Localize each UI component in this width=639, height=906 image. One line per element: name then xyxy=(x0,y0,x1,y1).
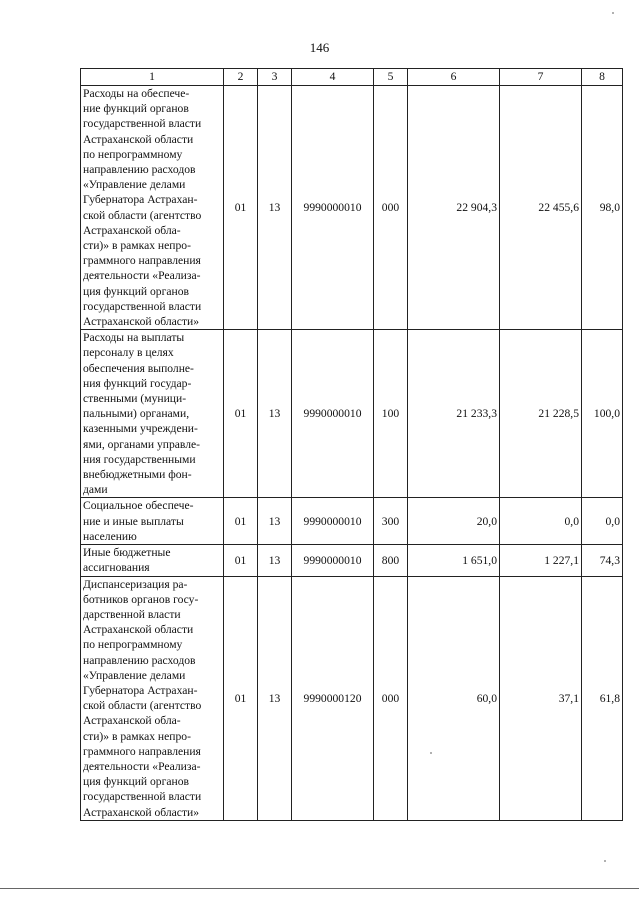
description-line: государственной власти xyxy=(83,790,202,804)
header-cell-8: 8 xyxy=(582,69,623,86)
executed-amount-cell: 22 455,6 xyxy=(500,86,582,330)
target-article-cell: 9990000010 xyxy=(292,86,374,330)
description-line: государственной власти xyxy=(83,117,202,131)
description-line: Астраханской области» xyxy=(83,805,200,819)
description-line: Губернатора Астрахан- xyxy=(83,193,198,207)
description-line: Астраханской обла- xyxy=(83,223,181,237)
description-line: граммного направления xyxy=(83,744,201,758)
description-line: казенными учреждени- xyxy=(83,422,198,436)
budget-table xyxy=(80,68,623,821)
table-row xyxy=(81,576,623,820)
section-code-cell: 01 xyxy=(224,498,258,545)
expense-type-cell: 800 xyxy=(374,545,408,576)
percent-cell: 98,0 xyxy=(582,86,623,330)
header-cell-5: 5 xyxy=(374,69,408,86)
scan-speck xyxy=(604,860,606,862)
description-line: «Управление делами xyxy=(83,668,186,682)
description-line: Иные бюджетные xyxy=(83,546,171,560)
expense-type-cell: 300 xyxy=(374,498,408,545)
description-line: ние и иные выплаты xyxy=(83,514,184,528)
description-line: ской области (агентство xyxy=(83,208,202,222)
description-line: деятельности «Реализа- xyxy=(83,269,201,283)
percent-cell: 74,3 xyxy=(582,545,623,576)
description-line: направлению расходов xyxy=(83,163,196,177)
header-cell-3: 3 xyxy=(258,69,292,86)
description-line: ние функций органов xyxy=(83,102,189,116)
scan-speck xyxy=(612,12,614,14)
header-row xyxy=(81,69,623,86)
section-code-cell: 01 xyxy=(224,545,258,576)
target-article-cell: 9990000120 xyxy=(292,576,374,820)
target-article-cell: 9990000010 xyxy=(292,330,374,498)
table-row xyxy=(81,86,623,330)
expense-type-cell: 000 xyxy=(374,86,408,330)
description-line: Губернатора Астрахан- xyxy=(83,683,198,697)
section-code-cell: 01 xyxy=(224,86,258,330)
subsection-code-cell: 13 xyxy=(258,576,292,820)
description-line: ственными (муници- xyxy=(83,392,187,406)
description-line: Астраханской области xyxy=(83,623,194,637)
description-line: ния государственными xyxy=(83,452,196,466)
planned-amount-cell: 60,0 xyxy=(408,576,500,820)
description-cell xyxy=(81,330,224,498)
description-line: обеспечения выполне- xyxy=(83,361,194,375)
description-line: государственной власти xyxy=(83,299,202,313)
executed-amount-cell: 1 227,1 xyxy=(500,545,582,576)
header-cell-7: 7 xyxy=(500,69,582,86)
header-cell-6: 6 xyxy=(408,69,500,86)
subsection-code-cell: 13 xyxy=(258,330,292,498)
scan-speck xyxy=(430,752,432,754)
executed-amount-cell: 0,0 xyxy=(500,498,582,545)
description-line: граммного направления xyxy=(83,254,201,268)
description-line: по непрограммному xyxy=(83,147,183,161)
subsection-code-cell: 13 xyxy=(258,545,292,576)
description-line: Астраханской области xyxy=(83,132,194,146)
executed-amount-cell: 37,1 xyxy=(500,576,582,820)
description-cell xyxy=(81,576,224,820)
description-line: Расходы на выплаты xyxy=(83,331,185,345)
target-article-cell: 9990000010 xyxy=(292,545,374,576)
description-line: ботников органов госу- xyxy=(83,592,199,606)
expense-type-cell: 100 xyxy=(374,330,408,498)
description-line: ция функций органов xyxy=(83,775,189,789)
target-article-cell: 9990000010 xyxy=(292,498,374,545)
scan-bottom-edge xyxy=(0,888,639,906)
description-line: пальными) органами, xyxy=(83,407,190,421)
description-cell xyxy=(81,545,224,576)
description-line: персоналу в целях xyxy=(83,346,174,360)
table-row xyxy=(81,330,623,498)
description-line: ния функций государ- xyxy=(83,376,192,390)
planned-amount-cell: 21 233,3 xyxy=(408,330,500,498)
description-line: дами xyxy=(83,483,108,497)
planned-amount-cell: 22 904,3 xyxy=(408,86,500,330)
description-line: ассигнования xyxy=(83,561,150,575)
description-line: сти)» в рамках непро- xyxy=(83,239,191,253)
description-line: ция функций органов xyxy=(83,284,189,298)
planned-amount-cell: 1 651,0 xyxy=(408,545,500,576)
description-line: по непрограммному xyxy=(83,638,183,652)
planned-amount-cell: 20,0 xyxy=(408,498,500,545)
description-line: дарственной власти xyxy=(83,607,181,621)
description-line: Расходы на обеспече- xyxy=(83,87,190,100)
percent-cell: 61,8 xyxy=(582,576,623,820)
description-line: Диспансеризация ра- xyxy=(83,577,188,591)
description-line: направлению расходов xyxy=(83,653,196,667)
page-number: 146 xyxy=(309,40,330,55)
description-line: Астраханской области» xyxy=(83,315,200,329)
header-cell-1: 1 xyxy=(81,69,224,86)
table-row xyxy=(81,545,623,576)
table-row xyxy=(81,498,623,545)
header-cell-4: 4 xyxy=(292,69,374,86)
description-line: ями, органами управле- xyxy=(83,437,201,451)
subsection-code-cell: 13 xyxy=(258,498,292,545)
header-cell-2: 2 xyxy=(224,69,258,86)
section-code-cell: 01 xyxy=(224,330,258,498)
description-line: внебюджетными фон- xyxy=(83,468,192,482)
percent-cell: 100,0 xyxy=(582,330,623,498)
table-body xyxy=(81,86,623,821)
description-line: деятельности «Реализа- xyxy=(83,759,201,773)
description-line: сти)» в рамках непро- xyxy=(83,729,191,743)
description-cell xyxy=(81,86,224,330)
description-line: населению xyxy=(83,529,137,543)
executed-amount-cell: 21 228,5 xyxy=(500,330,582,498)
subsection-code-cell: 13 xyxy=(258,86,292,330)
percent-cell: 0,0 xyxy=(582,498,623,545)
description-cell xyxy=(81,498,224,545)
description-line: Социальное обеспече- xyxy=(83,499,194,513)
section-code-cell: 01 xyxy=(224,576,258,820)
expense-type-cell: 000 xyxy=(374,576,408,820)
description-line: ской области (агентство xyxy=(83,699,202,713)
description-line: «Управление делами xyxy=(83,178,186,192)
description-line: Астраханской обла- xyxy=(83,714,181,728)
